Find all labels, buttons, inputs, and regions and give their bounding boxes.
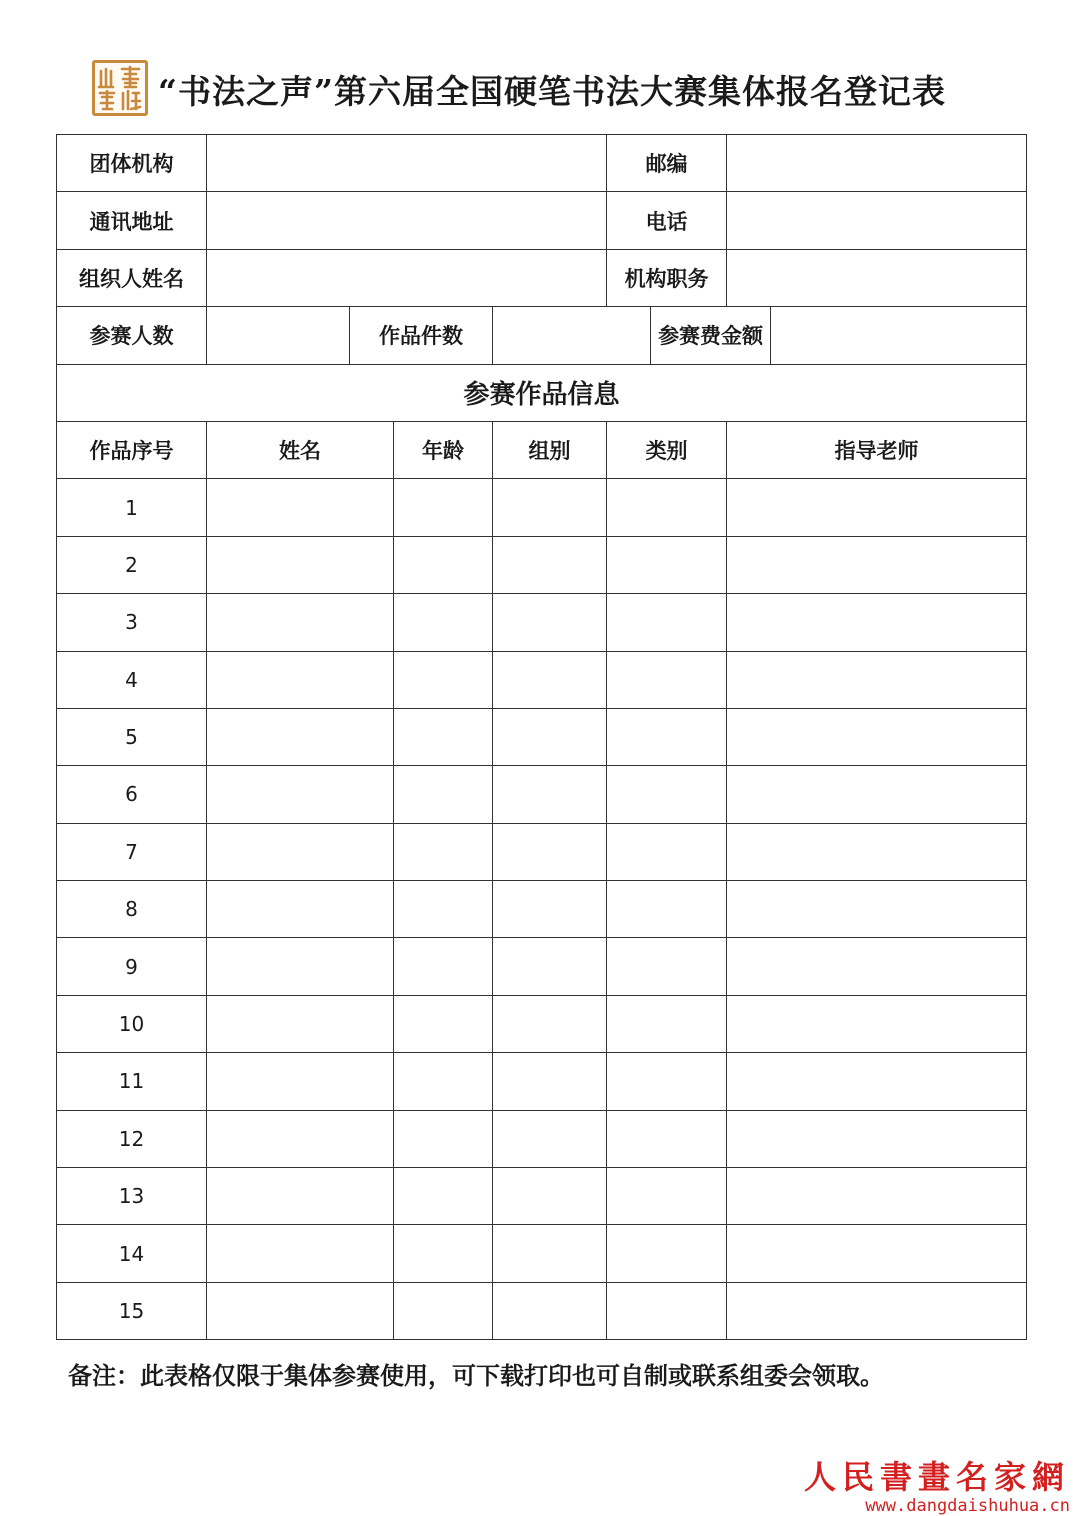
table-row bbox=[57, 823, 1027, 880]
row-number: 3 bbox=[57, 594, 207, 651]
name-cell[interactable] bbox=[207, 594, 394, 651]
group-cell[interactable] bbox=[493, 938, 607, 995]
row-number: 8 bbox=[57, 881, 207, 938]
footnote: 备注：此表格仅限于集体参赛使用，可下载打印也可自制或联系组委会领取。 bbox=[68, 1361, 884, 1390]
row-number: 10 bbox=[57, 995, 207, 1052]
row-number: 15 bbox=[57, 1282, 207, 1339]
section-title-row bbox=[57, 364, 1027, 421]
category-cell[interactable] bbox=[607, 766, 727, 823]
age-cell[interactable] bbox=[394, 766, 493, 823]
name-cell[interactable] bbox=[207, 881, 394, 938]
column-header-name: 姓名 bbox=[207, 421, 394, 478]
name-cell[interactable] bbox=[207, 1110, 394, 1167]
name-cell[interactable] bbox=[207, 995, 394, 1052]
postcode-field[interactable] bbox=[727, 135, 1027, 192]
row-number: 13 bbox=[57, 1168, 207, 1225]
section-title: 参赛作品信息 bbox=[57, 364, 1027, 421]
category-cell[interactable] bbox=[607, 1168, 727, 1225]
participants-field[interactable] bbox=[207, 307, 350, 364]
name-cell[interactable] bbox=[207, 1168, 394, 1225]
table-row bbox=[57, 708, 1027, 765]
participants-label: 参赛人数 bbox=[57, 307, 207, 364]
name-cell[interactable] bbox=[207, 1225, 394, 1282]
teacher-cell[interactable] bbox=[727, 1168, 1027, 1225]
row-number: 2 bbox=[57, 536, 207, 593]
column-header-group: 组别 bbox=[493, 421, 607, 478]
category-cell[interactable] bbox=[607, 708, 727, 765]
age-cell[interactable] bbox=[394, 651, 493, 708]
column-header-teacher: 指导老师 bbox=[727, 421, 1027, 478]
row-number: 9 bbox=[57, 938, 207, 995]
watermark bbox=[804, 1452, 1070, 1516]
column-header-category: 类别 bbox=[607, 421, 727, 478]
age-cell[interactable] bbox=[394, 479, 493, 536]
address-field[interactable] bbox=[207, 192, 607, 249]
phone-label: 电话 bbox=[607, 192, 727, 249]
teacher-cell[interactable] bbox=[727, 823, 1027, 880]
seal-logo-graphic bbox=[95, 63, 145, 113]
works-count-field[interactable] bbox=[493, 307, 651, 364]
category-cell[interactable] bbox=[607, 1282, 727, 1339]
teacher-cell[interactable] bbox=[727, 1110, 1027, 1167]
age-cell[interactable] bbox=[394, 1053, 493, 1110]
address-label: 通讯地址 bbox=[57, 192, 207, 249]
age-cell[interactable] bbox=[394, 938, 493, 995]
table-row bbox=[57, 479, 1027, 536]
group-cell[interactable] bbox=[493, 766, 607, 823]
table-row bbox=[57, 1053, 1027, 1110]
column-header-age: 年龄 bbox=[394, 421, 493, 478]
organizer-name-label: 组织人姓名 bbox=[57, 249, 207, 306]
group-cell[interactable] bbox=[493, 1225, 607, 1282]
name-cell[interactable] bbox=[207, 1282, 394, 1339]
postcode-label: 邮编 bbox=[607, 135, 727, 192]
title-row bbox=[0, 58, 1082, 122]
name-cell[interactable] bbox=[207, 1053, 394, 1110]
phone-field[interactable] bbox=[727, 192, 1027, 249]
category-cell[interactable] bbox=[607, 594, 727, 651]
group-cell[interactable] bbox=[493, 1168, 607, 1225]
age-cell[interactable] bbox=[394, 1168, 493, 1225]
organization-field[interactable] bbox=[207, 135, 607, 192]
row-number: 11 bbox=[57, 1053, 207, 1110]
name-cell[interactable] bbox=[207, 708, 394, 765]
teacher-cell[interactable] bbox=[727, 1282, 1027, 1339]
teacher-cell[interactable] bbox=[727, 1225, 1027, 1282]
position-field[interactable] bbox=[727, 249, 1027, 306]
column-header-number: 作品序号 bbox=[57, 421, 207, 478]
table-row bbox=[57, 1225, 1027, 1282]
teacher-cell[interactable] bbox=[727, 594, 1027, 651]
name-cell[interactable] bbox=[207, 536, 394, 593]
teacher-cell[interactable] bbox=[727, 995, 1027, 1052]
category-cell[interactable] bbox=[607, 1110, 727, 1167]
teacher-cell[interactable] bbox=[727, 651, 1027, 708]
row-number: 7 bbox=[57, 823, 207, 880]
info-row-organization bbox=[57, 135, 1027, 192]
category-cell[interactable] bbox=[607, 995, 727, 1052]
category-cell[interactable] bbox=[607, 823, 727, 880]
info-row-organizer bbox=[57, 249, 1027, 306]
name-cell[interactable] bbox=[207, 479, 394, 536]
page-title: “书法之声”第六届全国硬笔书法大赛集体报名登记表 bbox=[158, 72, 946, 111]
group-cell[interactable] bbox=[493, 823, 607, 880]
row-number: 5 bbox=[57, 708, 207, 765]
category-cell[interactable] bbox=[607, 1225, 727, 1282]
group-cell[interactable] bbox=[493, 708, 607, 765]
teacher-cell[interactable] bbox=[727, 1053, 1027, 1110]
table-row bbox=[57, 651, 1027, 708]
info-row-address bbox=[57, 192, 1027, 249]
row-number: 4 bbox=[57, 651, 207, 708]
table-row bbox=[57, 881, 1027, 938]
category-cell[interactable] bbox=[607, 1053, 727, 1110]
watermark-url: www.dangdaishuhua.cn bbox=[865, 1496, 1070, 1516]
table-row bbox=[57, 1110, 1027, 1167]
name-cell[interactable] bbox=[207, 766, 394, 823]
age-cell[interactable] bbox=[394, 536, 493, 593]
row-number: 14 bbox=[57, 1225, 207, 1282]
row-number: 12 bbox=[57, 1110, 207, 1167]
registration-form-table bbox=[56, 134, 1027, 1340]
age-cell[interactable] bbox=[394, 1282, 493, 1339]
table-row bbox=[57, 995, 1027, 1052]
watermark-text: 人民書畫名家網 bbox=[803, 1458, 1070, 1496]
group-cell[interactable] bbox=[493, 1282, 607, 1339]
seal-logo bbox=[92, 60, 148, 116]
works-count-label: 作品件数 bbox=[350, 307, 493, 364]
category-cell[interactable] bbox=[607, 651, 727, 708]
teacher-cell[interactable] bbox=[727, 766, 1027, 823]
age-cell[interactable] bbox=[394, 995, 493, 1052]
column-header-row bbox=[57, 421, 1027, 478]
age-cell[interactable] bbox=[394, 594, 493, 651]
fee-label: 参赛费金额 bbox=[651, 307, 771, 364]
table-row bbox=[57, 766, 1027, 823]
table-row bbox=[57, 594, 1027, 651]
teacher-cell[interactable] bbox=[727, 536, 1027, 593]
table-row bbox=[57, 1168, 1027, 1225]
teacher-cell[interactable] bbox=[727, 881, 1027, 938]
group-cell[interactable] bbox=[493, 881, 607, 938]
position-label: 机构职务 bbox=[607, 249, 727, 306]
name-cell[interactable] bbox=[207, 651, 394, 708]
group-cell[interactable] bbox=[493, 1110, 607, 1167]
table-row bbox=[57, 1282, 1027, 1339]
table-row bbox=[57, 536, 1027, 593]
age-cell[interactable] bbox=[394, 881, 493, 938]
name-cell[interactable] bbox=[207, 938, 394, 995]
organizer-name-field[interactable] bbox=[207, 249, 607, 306]
category-cell[interactable] bbox=[607, 881, 727, 938]
age-cell[interactable] bbox=[394, 823, 493, 880]
teacher-cell[interactable] bbox=[727, 708, 1027, 765]
table-row bbox=[57, 938, 1027, 995]
age-cell[interactable] bbox=[394, 1110, 493, 1167]
group-cell[interactable] bbox=[493, 536, 607, 593]
teacher-cell[interactable] bbox=[727, 938, 1027, 995]
teacher-cell[interactable] bbox=[727, 479, 1027, 536]
group-cell[interactable] bbox=[493, 594, 607, 651]
group-cell[interactable] bbox=[493, 651, 607, 708]
age-cell[interactable] bbox=[394, 1225, 493, 1282]
row-number: 6 bbox=[57, 766, 207, 823]
row-number: 1 bbox=[57, 479, 207, 536]
fee-field[interactable] bbox=[771, 307, 1027, 364]
group-cell[interactable] bbox=[493, 479, 607, 536]
entry-rows bbox=[57, 479, 1027, 1340]
category-cell[interactable] bbox=[607, 479, 727, 536]
organization-label: 团体机构 bbox=[57, 135, 207, 192]
age-cell[interactable] bbox=[394, 708, 493, 765]
count-row bbox=[57, 307, 1027, 364]
group-cell[interactable] bbox=[493, 1053, 607, 1110]
category-cell[interactable] bbox=[607, 938, 727, 995]
category-cell[interactable] bbox=[607, 536, 727, 593]
name-cell[interactable] bbox=[207, 823, 394, 880]
group-cell[interactable] bbox=[493, 995, 607, 1052]
